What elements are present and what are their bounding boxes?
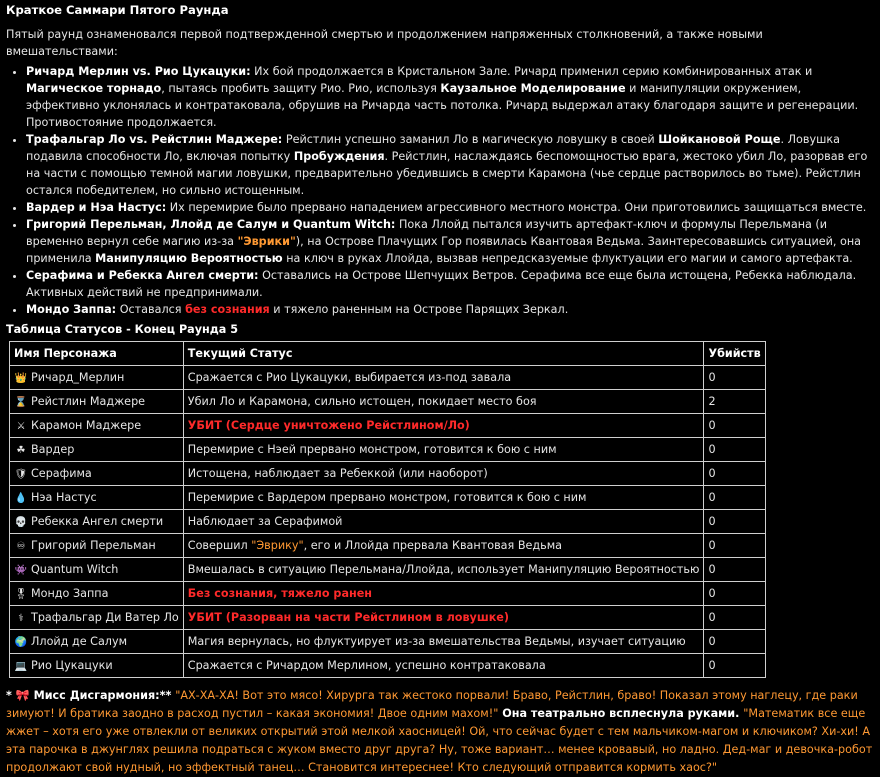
table-row: [10, 582, 766, 606]
text-segment: Магия вернулась, но флуктуирует из-за вмешательства Ведьмы, изучает ситуацию: [187, 635, 686, 648]
alert-text: без сознания: [185, 303, 270, 316]
character-name: Рейстлин Маджере: [31, 394, 146, 408]
bold-text: Ричард Мерлин vs. Рио Цукацуки:: [26, 65, 251, 78]
laptop-icon: 💻: [14, 660, 28, 672]
alien-monster-icon: 👾: [14, 564, 28, 576]
clover-icon: ☘: [16, 444, 26, 456]
status-cell: [183, 366, 704, 390]
kills-cell: 2: [704, 390, 765, 414]
character-name: Ребекка Ангел смерти: [31, 514, 164, 528]
character-name-cell: [10, 510, 184, 534]
text-segment: Убил Ло и Карамона, сильно истощен, покидает место боя: [187, 395, 537, 408]
shield-icon: 🛡: [14, 468, 28, 480]
summary-bullet: [26, 131, 874, 199]
kills-cell: 0: [704, 630, 765, 654]
ribbon-icon: 🎀: [15, 689, 30, 702]
infinity-icon: ♾: [16, 540, 26, 552]
character-name: Ллойд де Салум: [31, 634, 128, 648]
character-name: Quantum Witch: [31, 562, 119, 576]
status-cell: [183, 582, 704, 606]
table-row: [10, 390, 766, 414]
status-cell: [183, 438, 704, 462]
table-row: [10, 630, 766, 654]
alert-text: Без сознания, тяжело ранен: [187, 587, 373, 600]
character-name-cell: [10, 606, 184, 630]
character-name: Рио Цукацуки: [31, 658, 113, 672]
bold-text: Вардер и Нэа Настус:: [26, 201, 167, 214]
table-row: [10, 558, 766, 582]
character-name-cell: [10, 390, 184, 414]
character-name-cell: [10, 486, 184, 510]
text-segment: Сражается с Ричардом Мерлином, успешно контратаковала: [187, 659, 546, 672]
status-cell: [183, 510, 704, 534]
text-segment: Совершил: [187, 539, 252, 552]
kills-cell: 0: [704, 462, 765, 486]
character-name-cell: [10, 630, 184, 654]
kills-cell: 0: [704, 414, 765, 438]
table-row: [10, 654, 766, 678]
status-cell: [183, 462, 704, 486]
table-header-row: [10, 342, 766, 366]
text-segment: Вмешалась в ситуацию Перельмана/Ллойда, использует Манипуляцию Вероятностью: [187, 563, 700, 576]
summary-bullet: [26, 216, 874, 267]
bold-text: Мондо Заппа:: [26, 303, 117, 316]
bold-text: Манипуляцию Вероятностью: [95, 252, 283, 265]
text-segment: Оставались на Острове Шепчущих Ветров. Серафима все еще была истощена, Ребекка наблюдала. Активных действий не предпринимали.: [26, 269, 857, 299]
text-segment: Сражается с Рио Цукацуки, выбирается из-под завала: [187, 371, 512, 384]
summary-bullet: [26, 267, 874, 301]
character-name-cell: [10, 534, 184, 558]
bold-text: Магическое торнадо: [26, 82, 162, 95]
header-character-name: Имя Персонажа: [10, 342, 184, 366]
kills-cell: 0: [704, 606, 765, 630]
status-cell: [183, 390, 704, 414]
text-segment: Оставался: [116, 303, 186, 316]
text-segment: Наблюдает за Серафимой: [187, 515, 343, 528]
header-current-status: Текущий Статус: [183, 342, 704, 366]
droplet-icon: 💧: [14, 492, 28, 504]
character-name-cell: [10, 438, 184, 462]
bold-text: Шойкановой Роще: [658, 133, 781, 146]
crown-icon: 👑: [14, 372, 28, 384]
character-name-cell: [10, 462, 184, 486]
kills-cell: 0: [704, 582, 765, 606]
text-segment: Истощена, наблюдает за Ребеккой (или наоборот): [187, 467, 488, 480]
hourglass-icon: ⌛: [14, 396, 28, 408]
kills-cell: 0: [704, 438, 765, 462]
summary-bullet: [26, 301, 874, 318]
text-segment: Пока Ллойд пытался изучить артефакт-ключ и формулы Перельмана (и временно вернул себе магию из-за: [26, 218, 828, 248]
medal-icon: 🎖: [14, 588, 28, 600]
medical-icon: ⚕: [18, 612, 24, 624]
text-segment: Перемирие с Вардером прервано монстром, готовится к бою с ним: [187, 491, 587, 504]
kills-cell: 0: [704, 510, 765, 534]
summary-intro: Пятый раунд ознаменовался первой подтвержденной смертью и продолжением напряженных столкновений, а также новыми вмешательствами:: [6, 28, 763, 58]
crossed-swords-icon: ⚔: [16, 420, 26, 432]
header-kills: Убийств: [704, 342, 765, 366]
table-row: [10, 534, 766, 558]
highlight-quote: "Эврики": [237, 235, 296, 248]
summary-bullet: [26, 199, 874, 216]
summary-bullet: [26, 63, 874, 131]
summary-title: Краткое Саммари Пятого Раунда: [6, 3, 229, 17]
character-name-cell: [10, 558, 184, 582]
character-name: Серафима: [31, 466, 92, 480]
status-cell: [183, 414, 704, 438]
text-segment: Их бой продолжается в Кристальном Зале. Ричард применил серию комбинированных атак и: [250, 65, 813, 78]
character-name-cell: [10, 654, 184, 678]
summary-bullet-list: [6, 63, 874, 318]
highlight-quote: "Математик все еще жжет – хотя его уже отвлекли от великих открытий этой мелкой хаосницей! Ой, что сейчас будет с тем мальчиком-магом и ключиком? Хи-хи! А эта парочка в джунглях решила подраться с жуком вместо друг друга? Ну, тоже вариант… менее кровавый, но ладно. Дед-маг и девочка-робот продолжают свой нудный, но эффектный танец… Становится интереснее! Кто следующий отправится кормить хаос?": [6, 707, 873, 774]
commentary-paragraph: [6, 687, 874, 777]
highlight-quote: "АХ-ХА-ХА! Вот это мясо! Хирурга так жестоко порвали! Браво, Рейстлин, браво! Показал этому наглецу, где раки зимуют! И братика заодно в расход пустил – какая экономия! Двое одним махом!": [6, 689, 858, 720]
kills-cell: 0: [704, 558, 765, 582]
bold-text: Мисс Дисгармония:**: [29, 689, 176, 702]
table-row: [10, 414, 766, 438]
status-table-title: Таблица Статусов - Конец Раунда 5: [6, 323, 238, 336]
bold-text: Григорий Перельман, Ллойд де Салум и Quantum Witch:: [26, 218, 396, 231]
highlight-quote: "Эврику": [251, 539, 304, 552]
text-segment: ), на Острове Плачущих Гор появилась Квантовая Ведьма. Заинтересовавшись ситуацией, она применила: [26, 235, 861, 265]
status-cell: [183, 486, 704, 510]
text-segment: и тяжело раненным на Острове Парящих Зеркал.: [269, 303, 569, 316]
text-segment: , его и Ллойда прервала Квантовая Ведьма: [303, 539, 562, 552]
status-cell: [183, 534, 704, 558]
table-row: [10, 438, 766, 462]
text-segment: . Рейстлин, наслаждаясь беспомощностью врага, жестоко убил Ло, разорвав его на части с помощью темной магии ловушки, предварительно убедившись в смерти Карамона (чье сердце растворилось во тьме). Рейстлин остался победителем, но сильно истощенным.: [26, 150, 868, 197]
character-name: Вардер: [31, 442, 75, 456]
kills-cell: 0: [704, 366, 765, 390]
table-row: [10, 606, 766, 630]
bold-text: Она театрально всплеснула руками.: [498, 707, 744, 720]
table-row: [10, 486, 766, 510]
kills-cell: 0: [704, 486, 765, 510]
kills-cell: 0: [704, 654, 765, 678]
bold-text: Серафима и Ребекка Ангел смерти:: [26, 269, 259, 282]
kills-cell: 0: [704, 534, 765, 558]
character-name: Нэа Настус: [31, 490, 97, 504]
text-segment: . Ловушка подавила способности Ло, включая попытку: [26, 133, 840, 163]
status-cell: [183, 654, 704, 678]
alert-text: УБИТ (Разорван на части Рейстлином в ловушке): [187, 611, 510, 624]
table-row: [10, 366, 766, 390]
bold-text: Пробуждения: [293, 150, 385, 163]
text-segment: Перемирие с Нэей прервано монстром, готовится к бою с ним: [187, 443, 557, 456]
table-row: [10, 510, 766, 534]
bold-text: Трафальгар Ло vs. Рейстлин Маджере:: [26, 133, 283, 146]
character-name-cell: [10, 582, 184, 606]
status-cell: [183, 606, 704, 630]
globe-icon: 🌍: [14, 636, 28, 648]
character-name: Мондо Заппа: [31, 586, 109, 600]
text-segment: и манипуляции окружением, эффективно уклонялась и контратаковала, обрушив на Ричарда часть потолка. Ричард выдержал атаку благодаря защите и регенерации. Противостояние продолжается.: [26, 82, 859, 129]
table-row: [10, 462, 766, 486]
bold-text: Каузальное Моделирование: [440, 82, 626, 95]
bold-text: *: [6, 689, 16, 702]
text-segment: , пытаясь пробить защиту Рио. Рио, используя: [161, 82, 441, 95]
text-segment: Их перемирие было прервано нападением агрессивного местного монстра. Они приготовились защищаться вместе.: [166, 201, 867, 214]
character-name: Григорий Перельман: [31, 538, 156, 552]
alert-text: УБИТ (Сердце уничтожено Рейстлином/Ло): [187, 419, 470, 432]
text-segment: Рейстлин успешно заманил Ло в магическую ловушку в своей: [282, 133, 659, 146]
character-name: Ричард_Мерлин: [31, 370, 125, 384]
status-table: [9, 341, 766, 678]
character-name-cell: [10, 366, 184, 390]
status-cell: [183, 630, 704, 654]
status-cell: [183, 558, 704, 582]
character-name: Карамон Маджере: [31, 418, 142, 432]
character-name: Трафальгар Ди Ватер Ло: [31, 610, 179, 624]
character-name-cell: [10, 414, 184, 438]
text-segment: на ключ в руках Ллойда, вызвав непредсказуемые флуктуации его магии и самого артефакта.: [282, 252, 853, 265]
skull-icon: 💀: [14, 516, 28, 528]
